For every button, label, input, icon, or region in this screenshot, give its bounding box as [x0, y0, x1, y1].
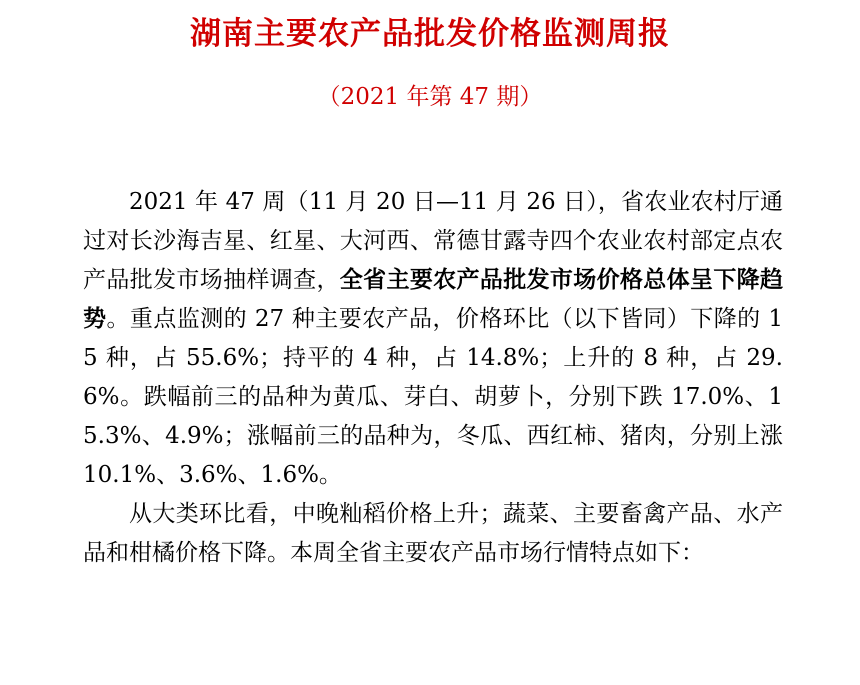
summary-highlight: 全省主要农产品批发市场价格总体呈下降趋势: [83, 267, 784, 332]
summary-paragraph: [83, 183, 783, 495]
summary-text-intro: 2021 年 47 周（11 月 20 日—11 月 26 日），省农业农村厅通过对长沙海吉星、红星、大河西、常德甘露寺四个农业农村部定点农产品批发市场抽样调查，: [83, 189, 783, 293]
report-title: 湖南主要农产品批发价格监测周报: [190, 16, 670, 52]
report-body: [83, 183, 783, 573]
category-paragraph: 从大类环比看，中晚籼稻价格上升；蔬菜、主要畜禽产品、水产品和柑橘价格下降。本周全省主要农产品市场行情特点如下：: [83, 501, 783, 566]
summary-text-details: 。重点监测的 27 种主要农产品，价格环比（以下皆同）下降的 15 种，占 55.6%；持平的 4 种，占 14.8%；上升的 8 种，占 29.6%。跌幅前三的品种为黄瓜、芽白、胡萝卜，分别下跌 17.0%、15.3%、4.9%；涨幅前三的品种为，冬瓜、西红柿、猪肉，分别上涨 10.1%、3.6%、1.6%。: [83, 306, 784, 488]
issue-number: （2021 年第 47 期）: [317, 84, 543, 110]
